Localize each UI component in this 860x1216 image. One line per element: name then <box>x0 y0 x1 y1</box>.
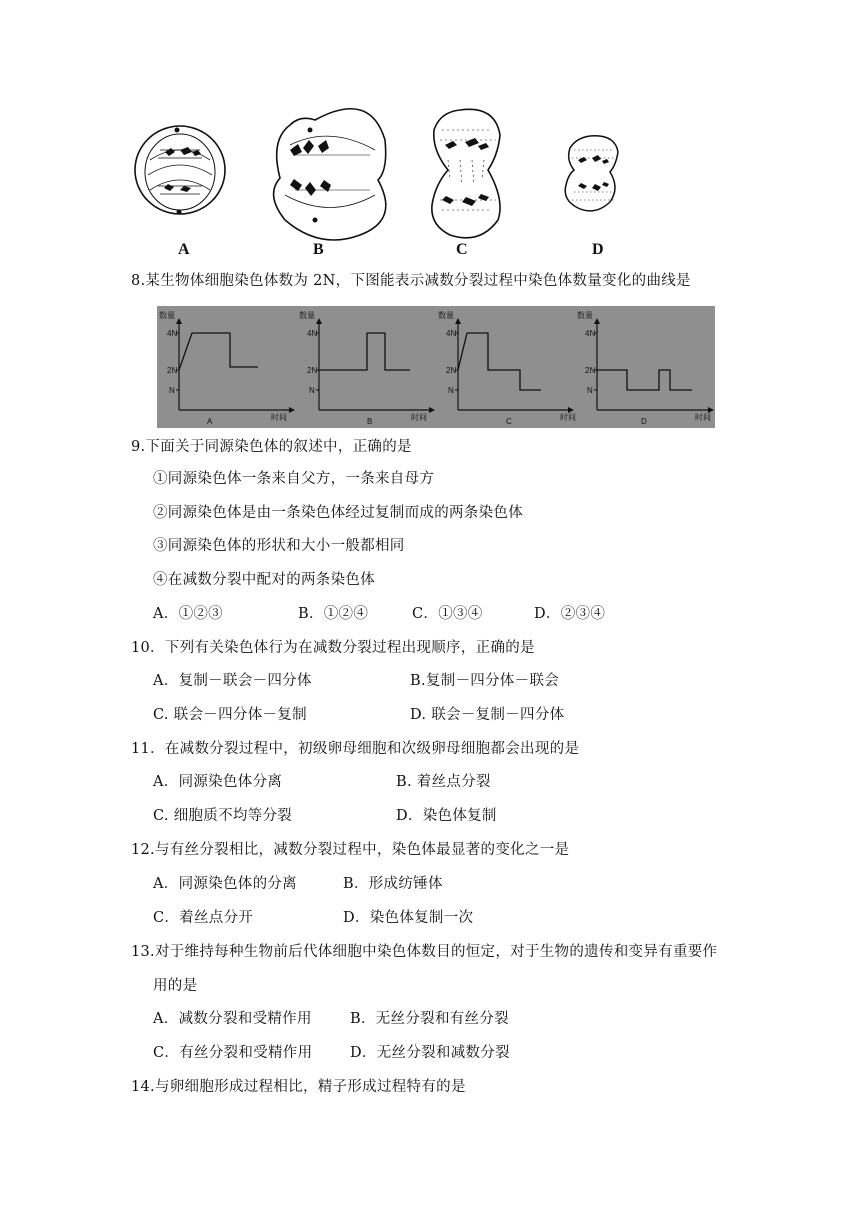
q13-option-c[interactable]: C．有丝分裂和受精作用 <box>153 1045 313 1061</box>
q11-option-a[interactable]: A．同源染色体分离 <box>153 774 283 790</box>
q10-stem: 10．下列有关染色体行为在减数分裂过程出现顺序，正确的是 <box>131 640 535 656</box>
y-label-a: 数量 <box>159 311 175 320</box>
tick-n-b: N <box>309 386 315 395</box>
q12-option-b[interactable]: B．形成纺锤体 <box>343 876 443 892</box>
q9-option-a[interactable]: A．①②③ <box>153 606 223 622</box>
panel-label-c: C <box>506 417 512 426</box>
graph-panel-b <box>299 310 435 426</box>
q9-item-3: ③同源染色体的形状和大小一般都相同 <box>153 538 405 554</box>
q13-stem-line1: 13.对于维持每种生物前后代体细胞中染色体数目的恒定，对于生物的遗传和变异有重要作 <box>131 944 718 960</box>
cell-a-figure <box>135 126 225 215</box>
cell-label-c: C <box>456 241 468 258</box>
panel-label-a: A <box>207 417 213 426</box>
tick-2n-b: 2N <box>307 366 318 375</box>
q10-option-c[interactable]: C. 联会－四分体－复制 <box>153 707 307 723</box>
x-label-d: 时间 <box>695 413 711 422</box>
panel-label-d: D <box>641 417 647 426</box>
tick-2n-c: 2N <box>446 366 457 375</box>
q11-option-d[interactable]: D．染色体复制 <box>396 808 497 824</box>
chromosome-graphs <box>157 306 715 428</box>
q12-option-c[interactable]: C．着丝点分开 <box>153 910 254 926</box>
q13-stem-line2: 用的是 <box>153 978 198 994</box>
q9-item-1: ①同源染色体一条来自父方，一条来自母方 <box>153 471 435 487</box>
cell-d-figure <box>565 136 618 211</box>
q12-stem: 12.与有丝分裂相比，减数分裂过程中，染色体最显著的变化之一是 <box>131 842 570 858</box>
x-label-b: 时间 <box>411 413 427 422</box>
x-label-c: 时间 <box>560 413 576 422</box>
graph-panel-a <box>159 310 295 426</box>
q9-item-2: ②同源染色体是由一条染色体经过复制而成的两条染色体 <box>153 505 523 521</box>
cell-label-d: D <box>592 241 604 258</box>
q11-option-c[interactable]: C. 细胞质不均等分裂 <box>153 808 293 824</box>
tick-2n-a: 2N <box>167 366 178 375</box>
q12-option-d[interactable]: D．染色体复制一次 <box>343 910 474 926</box>
cell-figures <box>120 100 640 250</box>
q9-option-d[interactable]: D．②③④ <box>534 606 606 622</box>
q10-option-a[interactable]: A．复制－联会－四分体 <box>153 673 312 689</box>
cell-label-b: B <box>313 241 324 258</box>
q13-option-d[interactable]: D．无丝分裂和减数分裂 <box>350 1045 510 1061</box>
q8-stem: 8.某生物体细胞染色体数为 2N，下图能表示减数分裂过程中染色体数量变化的曲线是 <box>131 273 691 289</box>
tick-4n-d: 4N <box>585 329 596 338</box>
graph-panel-c <box>438 310 576 426</box>
y-label-b: 数量 <box>299 311 315 320</box>
tick-n-a: N <box>169 386 175 395</box>
q9-stem: 9.下面关于同源染色体的叙述中，正确的是 <box>131 439 412 455</box>
q11-stem: 11．在减数分裂过程中，初级卵母细胞和次级卵母细胞都会出现的是 <box>131 741 580 757</box>
tick-2n-d: 2N <box>585 366 596 375</box>
q13-option-b[interactable]: B．无丝分裂和有丝分裂 <box>350 1011 509 1027</box>
cell-c-figure <box>432 109 500 238</box>
q14-stem: 14.与卵细胞形成过程相比，精子形成过程特有的是 <box>131 1079 466 1095</box>
q9-option-c[interactable]: C．①③④ <box>412 606 483 622</box>
tick-n-c: N <box>448 386 454 395</box>
graph-panel-d <box>577 310 714 426</box>
cell-label-a: A <box>178 241 190 258</box>
q11-option-b[interactable]: B. 着丝点分裂 <box>396 774 491 790</box>
q10-option-b[interactable]: B.复制－四分体－联会 <box>410 673 560 689</box>
q9-option-b[interactable]: B．①②④ <box>298 606 369 622</box>
tick-4n-a: 4N <box>167 329 178 338</box>
q13-option-a[interactable]: A．减数分裂和受精作用 <box>153 1011 312 1027</box>
tick-n-d: N <box>587 386 593 395</box>
y-label-d: 数量 <box>577 311 593 320</box>
tick-4n-c: 4N <box>446 329 457 338</box>
cell-b-figure <box>274 109 386 240</box>
q9-item-4: ④在减数分裂中配对的两条染色体 <box>153 572 375 588</box>
q12-option-a[interactable]: A．同源染色体的分离 <box>153 876 297 892</box>
x-label-a: 时间 <box>271 413 287 422</box>
graphs-svg <box>157 306 715 428</box>
tick-4n-b: 4N <box>307 329 318 338</box>
y-label-c: 数量 <box>438 311 454 320</box>
panel-label-b: B <box>367 417 373 426</box>
q10-option-d[interactable]: D. 联会－复制－四分体 <box>410 707 565 723</box>
